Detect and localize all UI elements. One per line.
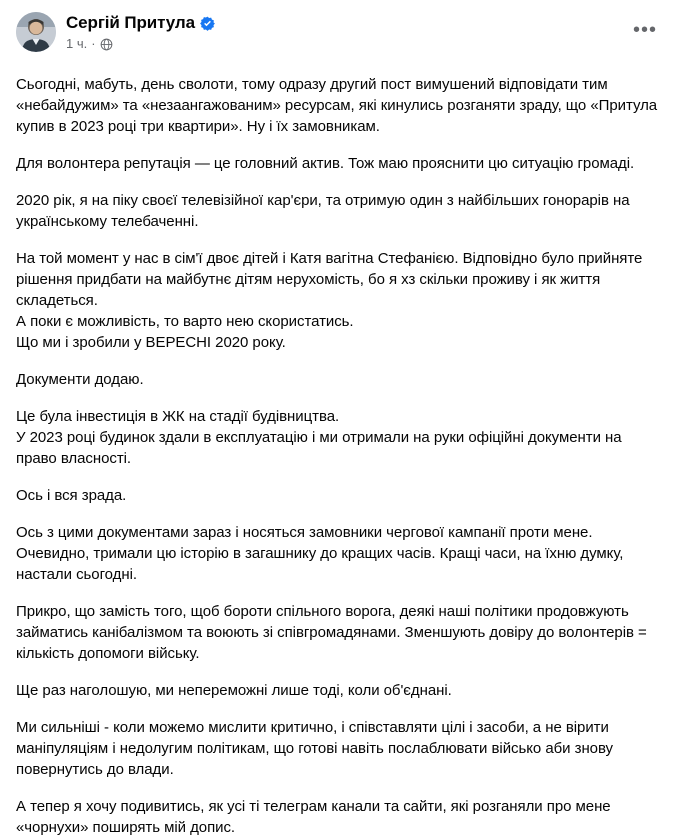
post-text — [16, 74, 661, 838]
header-text — [66, 12, 215, 52]
post-paragraph: Ось і вся зрада. — [16, 487, 127, 504]
meta-separator: · — [91, 36, 96, 51]
post-paragraph: Що ми і зробили у ВЕРЕСНІ 2020 року. — [16, 334, 286, 351]
post-timestamp[interactable]: 1 ч. — [66, 36, 88, 51]
post-paragraph: У 2023 році будинок здали в експлуатацію і ми отримали на руки офіційні документи на право власності. — [16, 429, 626, 467]
post-header — [16, 12, 661, 64]
post-paragraph: А тепер я хочу подивитись, як усі ті телеграм канали та сайти, які розганяли про мене «чорнухи» поширять мій допис. — [16, 798, 615, 836]
post-meta — [66, 36, 215, 52]
post-paragraph: На той момент у нас в сім'ї двоє дітей і Катя вагітна Стефанією. Відповідно було прийняте рішення придбати на майбутнє дітям нерухомість, бо я хз скільки проживу і як життя складеться. — [16, 250, 647, 309]
post-paragraph: Ось з цими документами зараз і носяться замовники чергової кампанії проти мене. Очевидно, тримали цю історію в загашнику до кращих часів. Кращі часи, на їхню думку, настали сьогодні. — [16, 524, 628, 583]
post-options-button[interactable]: ••• — [632, 19, 657, 41]
post-paragraph: Ще раз наголошую, ми непереможні лише тоді, коли об'єднані. — [16, 682, 452, 699]
avatar[interactable] — [16, 12, 56, 52]
post-paragraph: Документи додаю. — [16, 371, 144, 388]
name-row — [66, 13, 215, 33]
globe-icon[interactable] — [100, 38, 113, 51]
author-name[interactable]: Сергій Притула — [66, 13, 195, 32]
post-paragraph: Сьогодні, мабуть, день сволоти, тому одразу другий пост вимушений відповідати тим «небайдужим» та «незаангажованим» ресурсам, які кинулись розганяти зраду, що «Притула купив в 2023 році три квартири». Ну і їх замовникам. — [16, 76, 662, 135]
post-paragraph: Для волонтера репутація — це головний актив. Тож маю прояснити цю ситуацію громаді. — [16, 155, 635, 172]
post-paragraph: Прикро, що замість того, щоб бороти спільного ворога, деякі наші політики продовжують займатись канібалізмом та воюють зі співгромадянами. Зменшують довіру до волонтерів = кількість допомоги війську. — [16, 603, 651, 662]
post-paragraph: А поки є можливість, то варто нею скористатись. — [16, 313, 354, 330]
post-paragraph: 2020 рік, я на піку своєї телевізійної кар'єри, та отримую один з найбільших гонорарів на українському телебаченні. — [16, 192, 634, 230]
verified-badge-icon — [200, 16, 215, 31]
post-paragraph: Ми сильніші - коли можемо мислити критично, і співставляти цілі і засоби, а не вірити маніпуляціям і недолугим політикам, що готові навіть послаблювати військо аби знову повернутись до влади. — [16, 719, 618, 778]
post-paragraph: Це була інвестиція в ЖК на стадії будівництва. — [16, 408, 340, 425]
